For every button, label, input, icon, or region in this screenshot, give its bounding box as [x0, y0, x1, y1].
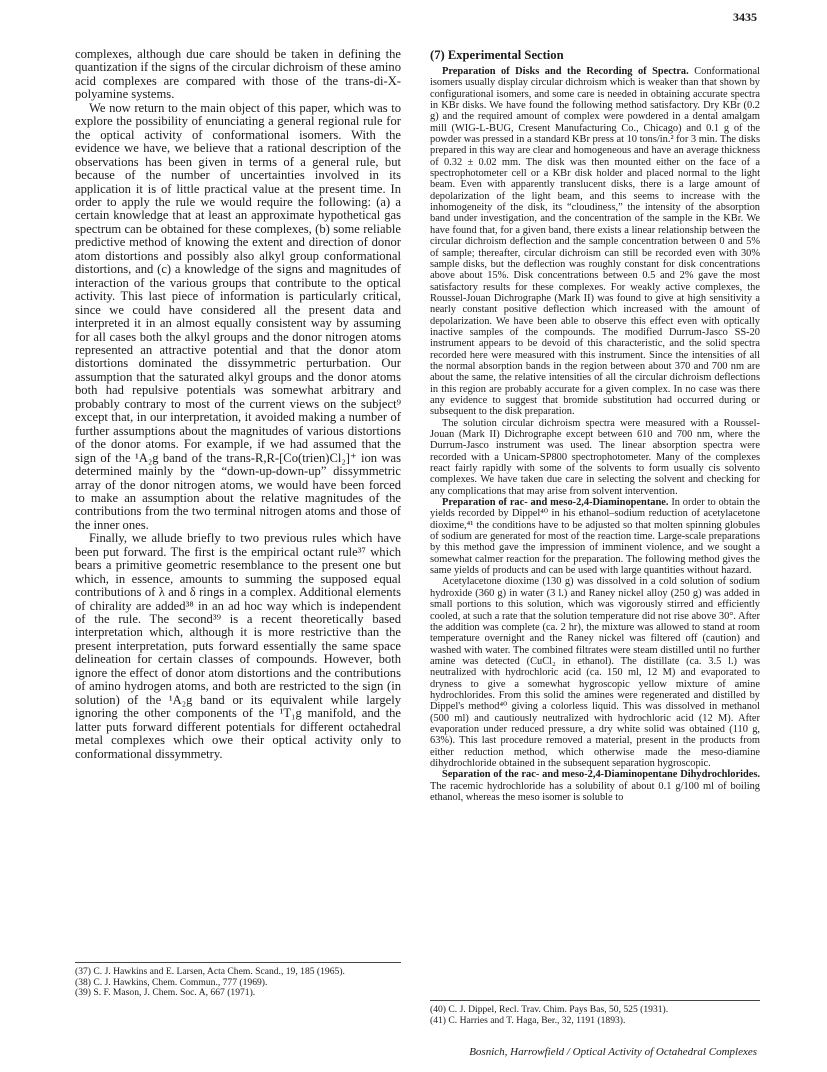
run-in-heading: Preparation of Disks and the Recording of Spectra. [442, 66, 689, 77]
paragraph-text: In order to obtain the yields recorded by Dippel⁴⁰ in his ethanol–sodium reduction of acetylacetone dioxime,⁴¹ the conditions have to be adjusted so that molten spinning globules of sodium are generated for most of the reaction time. Large-scale preparations by this method gave the impression of imminent violence, and we sought a somewhat calmer reaction for the preparation. The following method gives the same yields of products and can be used with large quantities without hazard. [430, 497, 760, 577]
body-paragraph: We now return to the main object of this paper, which was to explore the possibility of enunciating a general regional rule for the optical activity of conformational isomers. With the evidence we have, we believe that a rational description of the observations has been given in terms of a general rule, but because of the number of uncertainties involved in its application it is of little practical value at the present time. In order to apply the rule we would require the following: (a) a certain knowledge that at least an approximate hypothetical gas spectrum can be obtained for these complexes, (b) some reliable predictive method of knowing the extent and direction of donor atom distortions and possibly also alkyl group conformational distortions, and (c) a knowledge of the signs and magnitudes of interaction of the various groups that contribute to the optical activity. This last piece of information is particularly critical, since we could have considered all the present data and interpreted it in an almost equally consistent way by assuming for all cases both the alkyl groups and the donor nitrogen atoms represented an attractive potential and that the donor atom distortions dominated the dissymmetric perturbation. Our assumption that the saturated alkyl groups and the donor atoms both had repulsive potentials was somewhat arbitrary and probably contrary to most of the current views on the subject⁹ except that, in our interpretation, it avoided making a number of further assumptions about the magnitudes of various distortions of the donor atoms. For example, if we had assumed that the sign of the ¹A₂g band of the trans-R,R-[Co(trien)Cl₂]⁺ ion was determined mainly by the “down-up-down-up” dissymmetric array of the donor nitrogen atoms, we would have been forced to make an assumption about the relative magnitudes of the contributions from the two terminal nitrogen atoms and those of the inner ones. [75, 100, 401, 532]
footnote: (40) C. J. Dippel, Recl. Trav. Chim. Pays Bas, 50, 525 (1931). [430, 1004, 669, 1015]
paragraph-text: Acetylacetone dioxime (130 g) was dissolved in a cold solution of sodium hydroxide (360 g) in water (3 l.) and Raney nickel alloy (250 g) was added in small portions to this solution, which was vigorously stirred and efficiently cooled, at such a rate that the solution temperature did not rise above 30°. After the addition was complete (ca. 2 hr), the mixture was allowed to stand at room temperature overnight and the Raney nickel was filtered off (caution) and washed with water. The combined filtrates were steam distilled until no further amine was detected (CuCl₂ in ethanol). The distillate (ca. 3.5 l.) was neutralized with hydrochloric acid (ca. 150 ml, 12 M) and evaporated to dryness to give a somewhat hygroscopic yellow mixture of amine hydrochlorides. From this solid the amines were regenerated and distilled by Dippel's method⁴⁰ giving a colorless liquid. This was dissolved in methanol (500 ml) and cautiously neutralized with hydrochloric acid (12 M). After evaporation under reduced pressure, a dry white solid was obtained (110 g, 63%). This last procedure removed a material, present in the products from either reduction method, which otherwise made the meso-diamine dihydrochloride obtained in the subsequent separation hygroscopic. [430, 576, 760, 769]
left-column [75, 48, 401, 761]
footnotes-left [75, 962, 401, 999]
experimental-paragraph [430, 497, 760, 576]
run-in-heading: Separation of the rac- and meso-2,4-Diaminopentane Dihydrochlorides. [442, 769, 760, 781]
experimental-paragraph [430, 576, 760, 769]
body-paragraph: Finally, we allude briefly to two previous rules which have been put forward. The first is the empirical octant rule³⁷ which bears a primitive geometric resemblance to the present one but which, in essence, amounts to summing the supposed equal contributions of λ and δ rings in a complex. Additional elements of chirality are added³⁸ in an ad hoc way which is independent of the rule. The second³⁹ is a recent theoretically based interpretation which, although it is more restrictive than the present interpretation, puts forward essentially the same space delineation for certain classes of compounds. However, both ignore the effect of donor atom distortions and the contributions of amino hydrogen atoms, and both are restricted to the sign (in solution) of the ¹A₂g band or its equivalent while largely ignoring the other components of the ¹T₁g manifold, and the latter puts forward different potentials for different octahedral metal complexes which owe their optical activity only to conformational dissymmetry. [75, 531, 401, 761]
footnote: (37) C. J. Hawkins and E. Larsen, Acta Chem. Scand., 19, 185 (1965). [75, 966, 345, 977]
paragraph-text: The solution circular dichroism spectra were measured with a Roussel-Jouan (Mark II) Dichrographe except between 610 and 700 nm, where the Durrum-Jasco instrument was used. The linear absorption spectra were recorded with a Unicam-SP800 spectrophotometer. Many of the complexes react fairly rapidly with some of the solvents to form usually cis solvento complexes. We have taken due care in selecting the solvent and checking for any complications that may arise from solvent intervention. [430, 417, 760, 497]
experimental-paragraph [430, 418, 760, 497]
right-column [430, 48, 760, 803]
experimental-paragraph [430, 769, 760, 803]
paragraph-text: Conformational isomers usually display circular dichroism which is weaker than that shown by configurational isomers, and some care is needed in obtaining accurate spectra in KBr disks. We have found the following method satisfactory. Dry KBr (0.2 g) and the required amount of complex were powdered in a dental amalgam mill (WIG-L-BUG, Cresent Manufacturing Co., Chicago) and 0.1 g of the powder was pressed in a standard KBr press at 10 tons/in.² for 3 min. The disks prepared in this way are clear and homogeneous and have an average thickness of 0.32 ± 0.02 mm. The disk was then mounted either on the face of a spectrophotometer cell or a KBr disk holder and placed normal to the light beam. Even with apparently translucent disks, there is a large amount of depolarization of the light beam, and this seems to increase with the inhomogeneity of the disk, its “cloudiness,” the intensity of the absorption band under investigation, and the concentration of the sample in the KBr. We have found that, for a given band, there exists a linear relationship between the circular dichroism deflection and the sample concentration between 0 and 5% of sample; thereafter, circular dichroism can still be recorded even with 30% sample disks, but the deflection was roughly constant for disk concentrations above about 15%. Disk concentrations between 0.5 and 2% gave the most satisfactory results for these complexes. For weakly active complexes, the Roussel-Jouan Dichrographe (Mark II) was found to give at high sensitivity a nearly constant positive deflection which increased with the amount of depolarization. We have been able to observe this effect even with optically inactive samples of the compounds. The modified Durrum-Jasco SS-20 instrument appears to be devoid of this characteristic, and the solid spectra recorded here were measured with this instrument. Since the intensities of all the normal absorption bands in the region between about 370 and 700 nm are about the same, the relative intensities of all the circular dichroism deflections in this region are probably accurate for a given complex. In no case was there any evidence to suggest that bromide substitution had occurred during or subsequent to the disk preparation. [430, 66, 760, 418]
experimental-paragraph [430, 66, 760, 418]
body-paragraph: complexes, although due care should be taken in defining the quantization if the signs of the circular dichroism of these amino acid complexes are compared with those of the trans-di-X-polyamine systems. [75, 47, 401, 102]
footnote: (41) C. Harries and T. Haga, Ber., 32, 1191 (1893). [430, 1014, 626, 1026]
run-in-heading: Preparation of rac- and meso-2,4-Diaminopentane. [442, 497, 669, 509]
footnote: (38) C. J. Hawkins, Chem. Commun., 777 (1969). [75, 976, 268, 988]
footnote: (39) S. F. Mason, J. Chem. Soc. A, 667 (1971). [75, 987, 256, 999]
section-heading: (7) Experimental Section [430, 48, 564, 62]
page-number: 3435 [733, 10, 757, 24]
paragraph-text: The racemic hydrochloride has a solubility of about 0.1 g/100 ml of boiling ethanol, whereas the meso isomer is soluble to [430, 780, 760, 803]
running-footer: Bosnich, Harrowfield / Optical Activity of Octahedral Complexes [469, 1046, 757, 1058]
footnotes-right [430, 1000, 760, 1026]
